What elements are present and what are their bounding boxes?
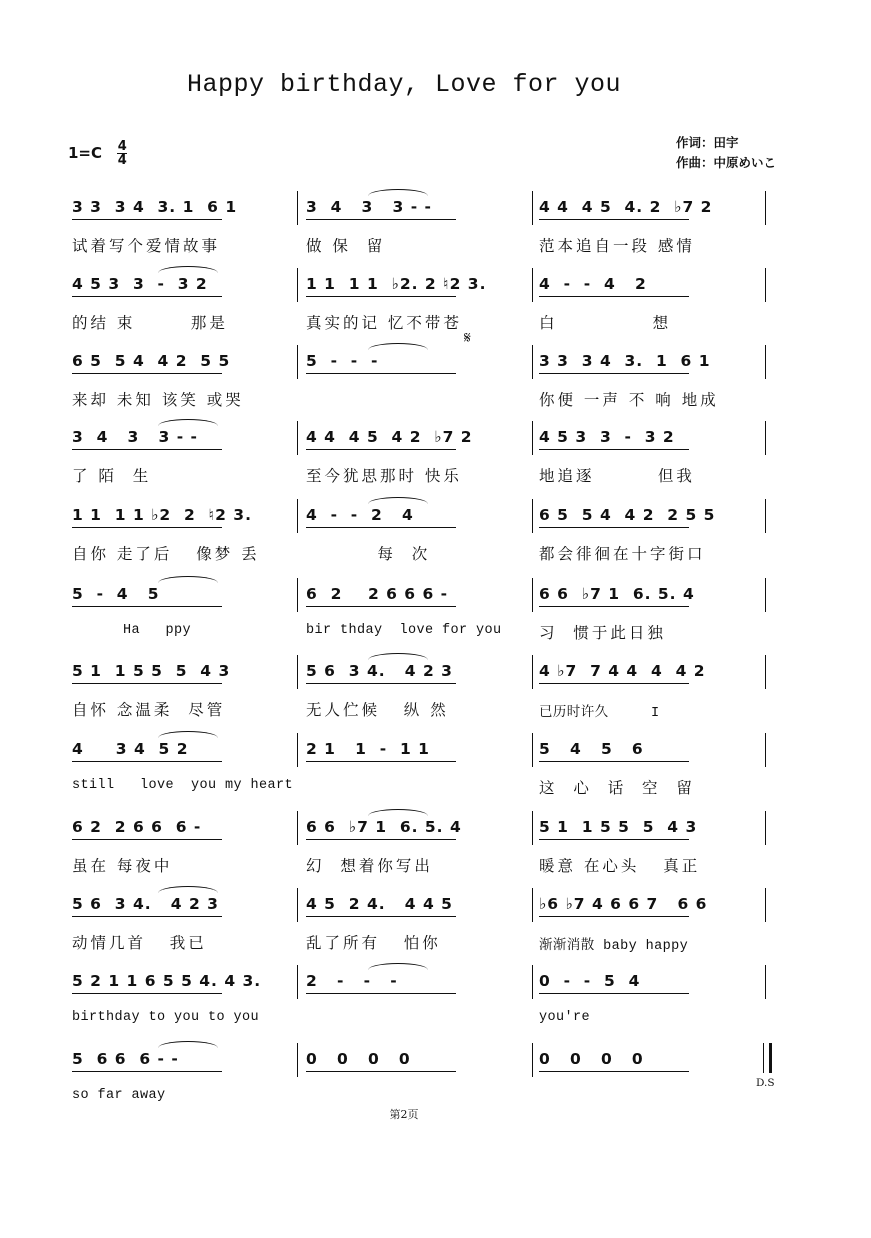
measure-lyrics: 幻 想着你写出 (306, 857, 433, 875)
measure-lyrics: 乱了所有 怕你 (306, 934, 441, 952)
beam-line (72, 219, 222, 220)
beam-line (539, 761, 689, 762)
measure-lyrics: 习 惯于此日独 (539, 624, 666, 642)
slur (368, 809, 428, 816)
score-line (68, 818, 783, 888)
beam-line (72, 839, 222, 840)
beam-line (539, 449, 689, 450)
measure-notes: 2 1 1 - 1 1 (306, 740, 430, 758)
measure-lyrics: 至今犹思那时 快乐 (306, 467, 462, 485)
measure-lyrics: 每 次 (306, 545, 431, 563)
composer-credit: 作曲：中原めいこ (676, 155, 777, 170)
beam-line (306, 1071, 456, 1072)
measure-notes: 4 4 4 5 4 2 ♭7 2 (306, 428, 473, 446)
measure-notes: 5 2 1 1 6 5 5 4. 4 3. (72, 972, 262, 990)
time-signature (117, 140, 127, 167)
beam-line (72, 683, 222, 684)
slur (158, 266, 218, 273)
measure-notes: 5 6 3 4. 4 2 3 (306, 662, 453, 680)
measure-notes: 5 6 6 6 - - (72, 1050, 179, 1068)
measure-notes: 0 0 0 0 (306, 1050, 411, 1068)
time-signature-top: 4 (117, 139, 127, 154)
measure-notes: 6 2 2 6 6 6 - (72, 818, 202, 836)
score-line (68, 585, 783, 655)
measure-notes: 2 - - - (306, 972, 398, 990)
measure-lyrics: 的结 束 那是 (72, 314, 228, 332)
measure-lyrics: 渐渐消散 baby happy (539, 939, 689, 954)
slur (158, 576, 218, 583)
beam-line (306, 606, 456, 607)
beam-line (539, 916, 689, 917)
measure-notes: 0 0 0 0 (539, 1050, 644, 1068)
slur (368, 343, 428, 350)
measure-notes: 4 - - 2 4 (306, 506, 414, 524)
measure-lyrics: 自你 走了后 像梦 丢 (72, 545, 260, 563)
measure-notes: 5 1 1 5 5 5 4 3 (539, 818, 698, 836)
segno-sign: 𝄋 (464, 328, 471, 347)
measure-lyrics: 无人伫候 纵 然 (306, 701, 449, 719)
measure-notes: 6 5 5 4 4 2 5 5 (72, 352, 231, 370)
measure-lyrics: 这 心 话 空 留 (539, 779, 695, 797)
beam-line (306, 527, 456, 528)
beam-line (72, 606, 222, 607)
beam-line (72, 1071, 222, 1072)
beam-line (72, 527, 222, 528)
measure-notes: 5 1 1 5 5 5 4 3 (72, 662, 231, 680)
beam-line (306, 839, 456, 840)
measure-notes: 3 4 3 3 - - (306, 198, 432, 216)
score-title: Happy birthday, Love for you (186, 70, 622, 99)
score-line (68, 506, 783, 576)
beam-line (306, 296, 456, 297)
slur (368, 497, 428, 504)
beam-line (539, 296, 689, 297)
measure-lyrics: bir thday love for you (306, 623, 502, 638)
measure-lyrics: 动情几首 我已 (72, 934, 207, 952)
beam-line (72, 761, 222, 762)
measure-notes: 3 4 3 3 - - (72, 428, 198, 446)
measure-notes: 4 ♭7 7 4 4 4 4 2 (539, 662, 706, 680)
beam-line (539, 606, 689, 607)
score-line (68, 662, 783, 732)
measure-lyrics: 了 陌 生 (72, 467, 152, 485)
slur (368, 189, 428, 196)
final-barline (763, 1043, 772, 1073)
measure-notes: 5 6 3 4. 4 2 3 (72, 895, 219, 913)
key-signature (68, 140, 127, 167)
credits (676, 133, 776, 173)
beam-line (539, 527, 689, 528)
beam-line (306, 219, 456, 220)
beam-line (539, 839, 689, 840)
measure-lyrics: 暖意 在心头 真正 (539, 857, 701, 875)
measure-lyrics: 已历时许久 I (539, 706, 660, 721)
measure-lyrics: 地追逐 但我 (539, 467, 695, 485)
lyricist-credit: 作词：田宇 (676, 135, 739, 150)
measure-notes: ♭6 ♭7 4 6 6 7 6 6 (539, 895, 708, 913)
beam-line (72, 916, 222, 917)
measure-lyrics: 试着写个爱情故事 (72, 237, 221, 255)
measure-lyrics: 都会徘徊在十字街口 (539, 545, 706, 563)
measure-notes: 3 3 3 4 3. 1 6 1 (539, 352, 711, 370)
measure-notes: 4 - - 4 2 (539, 275, 647, 293)
slur (158, 731, 218, 738)
measure-lyrics: 做 保 留 (306, 237, 386, 255)
dal-segno-mark: D.S (756, 1077, 775, 1089)
measure-notes: 6 5 5 4 4 2 2 5 5 (539, 506, 716, 524)
beam-line (72, 449, 222, 450)
measure-notes: 5 - 4 5 (72, 585, 160, 603)
measure-notes: 6 6 ♭7 1 6. 5. 4 (306, 818, 462, 836)
score-line (68, 198, 783, 268)
beam-line (72, 296, 222, 297)
measure-notes: 4 5 2 4. 4 4 5 (306, 895, 453, 913)
page-number: 第2页 (389, 1108, 419, 1121)
beam-line (306, 761, 456, 762)
slur (368, 653, 428, 660)
beam-line (72, 993, 222, 994)
measure-lyrics: 虽在 每夜中 (72, 857, 173, 875)
measure-lyrics: you're (539, 1010, 591, 1025)
measure-lyrics: 白 想 (539, 314, 672, 332)
beam-line (72, 373, 222, 374)
beam-line (539, 683, 689, 684)
slur (368, 963, 428, 970)
measure-notes: 4 5 3 3 - 3 2 (72, 275, 208, 293)
measure-notes: 6 6 ♭7 1 6. 5. 4 (539, 585, 695, 603)
measure-notes: 5 4 5 6 (539, 740, 644, 758)
slur (158, 886, 218, 893)
measure-notes: 0 - - 5 4 (539, 972, 641, 990)
time-signature-bottom: 4 (117, 153, 127, 168)
measure-lyrics: birthday to you to you (72, 1010, 260, 1025)
measure-lyrics: 自怀 念温柔 尽管 (72, 701, 226, 719)
beam-line (306, 993, 456, 994)
beam-line (306, 449, 456, 450)
beam-line (539, 219, 689, 220)
measure-notes: 4 5 3 3 - 3 2 (539, 428, 675, 446)
beam-line (306, 916, 456, 917)
score-line (68, 328, 783, 422)
measure-notes: 3 3 3 4 3. 1 6 1 (72, 198, 238, 216)
score-line (68, 740, 783, 810)
measure-notes: 4 4 4 5 4. 2 ♭7 2 (539, 198, 713, 216)
measure-lyrics: so far away (72, 1088, 166, 1103)
score-line (68, 895, 783, 965)
key-label: 1=C (68, 144, 103, 162)
measure-lyrics: 真实的记 忆不带苍 (306, 314, 462, 332)
measure-lyrics: 来却 未知 该笑 或哭 (72, 391, 244, 409)
slur (158, 419, 218, 426)
beam-line (539, 993, 689, 994)
measure-notes: 1 1 1 1 ♭2. 2 ♮2 3. (306, 275, 487, 293)
slur (158, 1041, 218, 1048)
measure-lyrics: still love you my heart (72, 778, 294, 793)
score-line (68, 972, 783, 1042)
measure-notes: 1 1 1 1 ♭2 2 ♮2 3. (72, 506, 252, 524)
score-line (68, 428, 783, 498)
beam-line (539, 1071, 689, 1072)
beam-line (539, 373, 689, 374)
measure-notes: 6 2 2 6 6 6 - (306, 585, 449, 603)
measure-notes: 5 - - - (306, 352, 379, 370)
measure-notes: 4 3 4 5 2 (72, 740, 189, 758)
beam-line (306, 373, 456, 374)
score-line (68, 275, 783, 345)
beam-line (306, 683, 456, 684)
measure-lyrics: 你便 一声 不 响 地成 (539, 391, 719, 409)
measure-lyrics: Ha ppy (72, 623, 192, 638)
measure-lyrics: 范本追自一段 感情 (539, 237, 695, 255)
